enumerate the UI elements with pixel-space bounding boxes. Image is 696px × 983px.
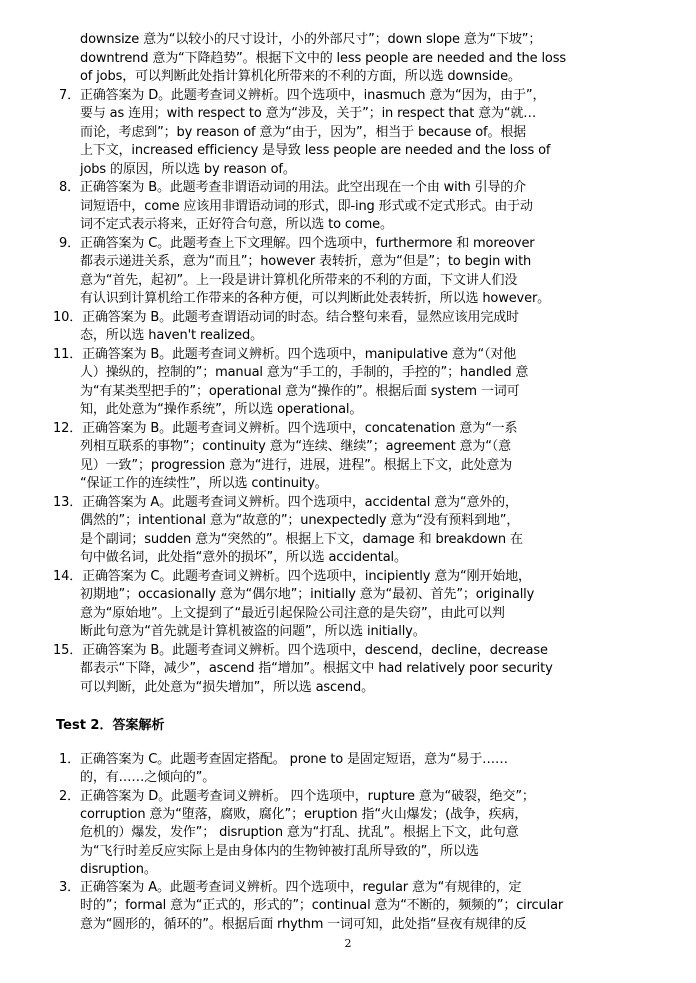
answer-text-line: 上下文，increased efficiency 是导致 less people are needed and the loss of [80,143,551,158]
answer-text-line: disruption。 [80,861,157,877]
answer-text-line: 有认识到计算机给工作带来的各种方便，可以判断此处表转折，所以选 however。 [80,291,550,306]
answer-item-line: 1．正确答案为 C。此题考查固定搭配。 prone to 是固定短语，意为“易于…… [59,752,508,767]
answer-text-line: 意为“首先，起初”。上一段是讲计算机化所带来的不利的方面，下文讲人们没 [80,272,518,288]
answer-text-line: 为“有某类型把手的”；operational 意为“操作的”。根据后面 system 一词可 [80,383,520,399]
answer-text-line: jobs 的原因，所以选 by reason of。 [80,161,296,177]
answer-text-line: downtrend 意为“下降趋势”。根据下文中的 less people are needed and the loss [80,50,566,66]
answer-text-line: of jobs，可以判断此处指计算机化所带来的不利的方面，所以选 downside。 [80,69,521,84]
answer-text-line: 是个副词；sudden 意为“突然的”。根据上下文，damage 和 breakdown 在 [80,531,523,547]
answer-text-line: 词短语中，come 应该用非谓语动词的形式，即-ing 形式或不定式形式。由于动 [80,198,533,214]
answer-text-line: downsize 意为“以较小的尺寸设计，小的外部尺寸”；down slope 意为“下坡”； [80,32,542,47]
answer-item-line: 9．正确答案为 C。此题考查上下文理解。四个选项中，furthermore 和 moreover [59,235,535,251]
section-heading: Test 2．答案解析 [56,718,165,733]
answer-item-line: 13．正确答案为 A。此题考查词义辨析。四个选项中，accidental 意为“意外的， [53,494,518,510]
answer-text-line: 人）操纵的，控制的”；manual 意为“手工的，手制的，手控的”；handled 意 [80,365,529,380]
answer-text-line: 初期地”；occasionally 意为“偶尔地”；initially 意为“最初、首先”；originally [80,587,535,602]
answer-text-line: 态，所以选 haven't realized。 [80,328,263,343]
answer-text-line: 危机的）爆发，发作”； disruption 意为“打乱、扰乱”。根据上下文，此句意 [80,825,519,841]
answer-text-line: 时的”；formal 意为“正式的，形式的”；continual 意为“不断的，频频的”；circular [80,898,564,914]
answer-item-line: 12．正确答案为 B。此题考查词义辨析。四个选项中，concatenation 意为“一系 [53,420,518,436]
answer-text-line: 都表示递进关系，意为“而且”；however 表转折，意为“但是”；to begin with [80,254,532,269]
answer-text-line: 意为“圆形的，循环的”。根据后面 rhythm 一词可知，此处指“昼夜有规律的反 [80,916,527,932]
answer-item-line: 11．正确答案为 B。此题考查词义辨析。四个选项中，manipulative 意为“（对他 [53,346,517,362]
answer-text-line: 词不定式表示将来，正好符合句意，所以选 to come。 [80,217,393,232]
answer-text-line: 要与 as 连用；with respect to 意为“涉及，关于”；in respect that 意为“就… [80,106,537,121]
answer-text-line: 列相互联系的事物”；continuity 意为“连续、继续”；agreement 意为“（意 [80,439,512,454]
answer-item-line: 8．正确答案为 B。此题考查非谓语动词的用法。此空出现在一个由 with 引导的介 [59,180,527,195]
answer-text-line: 见）一致”；progression 意为“进行，进展，进程”。根据上下文，此处意为 [80,457,513,473]
answer-text-line: 断此句意为“首先就是计算机被盗的问题”，所以选 initially。 [80,624,426,639]
answer-text-line: 的，有……之倾向的”。 [80,770,216,786]
answer-text-line: “保证工作的连续性”，所以选 continuity。 [80,476,328,491]
answer-item-line: 2．正确答案为 D。此题考查词义辨析。 四个选项中，rupture 意为“破裂，绝交”； [59,788,535,804]
answer-text-line: 都表示“下降，减少”，ascend 指“增加”。根据文中 had relatively poor security [80,661,553,676]
answer-text-line: 句中做名词，此处指“意外的损坏”，所以选 accidental。 [80,550,407,565]
answer-text-line: 可以判断，此处意为“损失增加”，所以选 ascend。 [80,679,374,695]
answer-text-line: 为“飞行时差反应实际上是由身体内的生物钟被打乱所导致的”，所以选 [80,843,479,859]
answer-item-line: 7．正确答案为 D。此题考查词义辨析。四个选项中，inasmuch 意为“因为，由于”， [59,87,546,103]
answer-item-line: 3．正确答案为 A。此题考查词义辨析。四个选项中，regular 意为“有规律的，定 [59,880,522,896]
answer-text-line: corruption 意为“堕落，腐败，腐化”；eruption 指“火山爆发；(战争，疾病， [80,806,528,822]
answer-text-line: 偶然的”；intentional 意为“故意的”；unexpectedly 意为“没有预料到地”， [80,513,520,528]
answer-item-line: 10．正确答案为 B。此题考查谓语动词的时态。结合整句来看，显然应该用完成时 [53,309,519,325]
answer-text-line: 意为“原始地”。上文提到了“最近引起保险公司注意的是失窃”，由此可以判 [80,605,505,621]
answer-item-line: 14．正确答案为 C。此题考查词义辨析。四个选项中，incipiently 意为“刚开始地， [53,568,531,584]
page-number: 2 [344,937,352,950]
answer-text-line: 而论，考虑到”；by reason of 意为“由于，因为”，相当于 because of。根据 [80,124,527,140]
answer-text-line: 知，此处意为“操作系统”，所以选 operational。 [80,402,363,417]
answer-item-line: 15．正确答案为 B。此题考查词义辨析。四个选项中，descend，decline，decrease [53,642,548,658]
